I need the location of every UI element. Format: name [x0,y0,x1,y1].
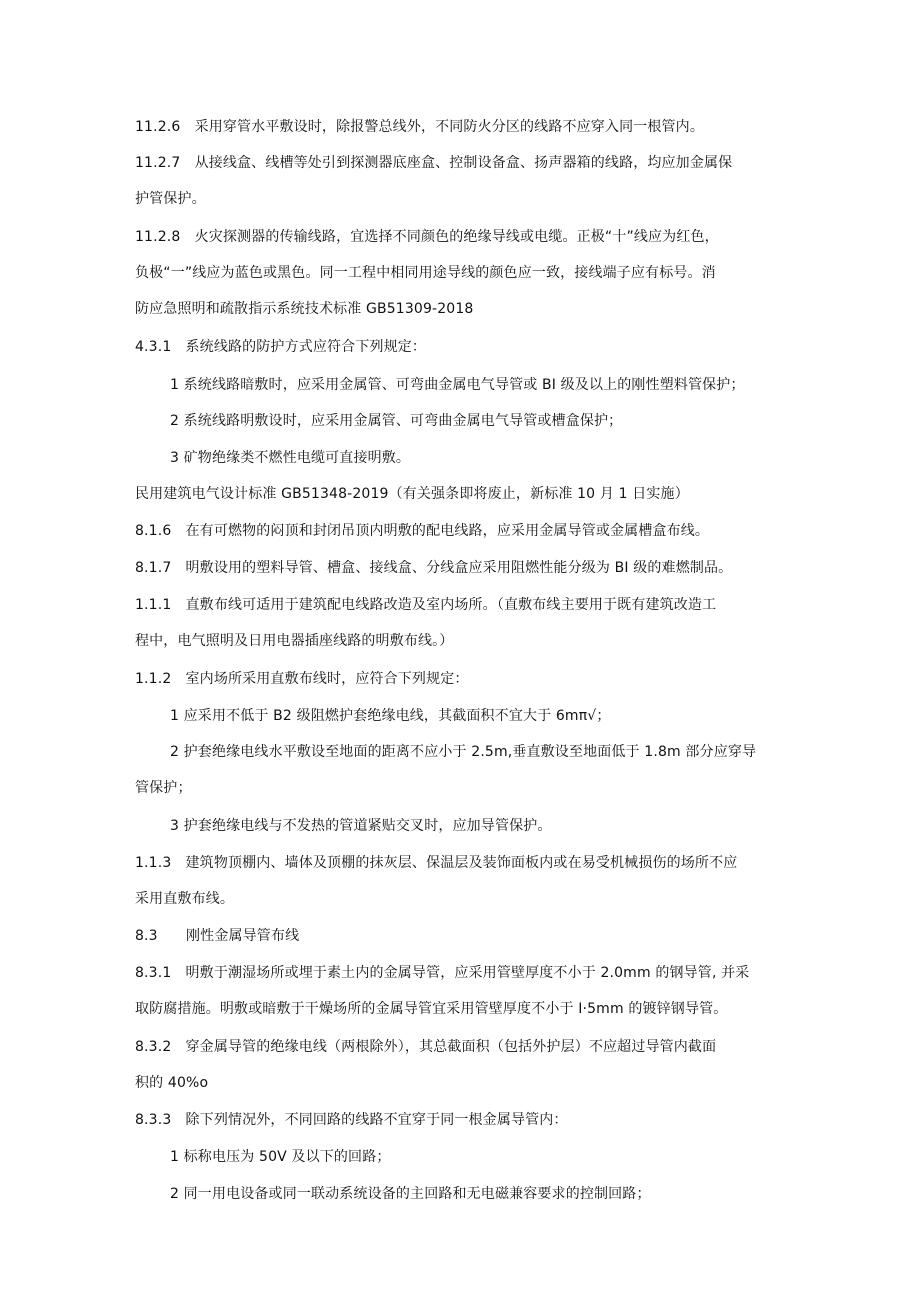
list-item: 1 标称电压为 50V 及以下的回路； [170,1149,391,1165]
clause-8-3-2: 8.3.2 穿金属导管的绝缘电线（两根除外），其总截面积（包括外护层）不应超过导管内截面 [135,1039,717,1055]
section-8-3-heading: 8.3 刚性金属导管布线 [135,928,300,944]
clause-1-1-2: 1.1.2 室内场所采用直敷布线时，应符合下列规定： [135,671,469,687]
clause-8-3-1-continued: 取防腐措施。明敷或暗敷于干燥场所的金属导管宜采用管壁厚度不小于 I·5mm 的镀锌钢导管。 [135,1001,728,1017]
standard-title-gb51309: 防应急照明和疏散指示系统技术标准 GB51309-2018 [135,301,474,317]
clause-4-3-1: 4.3.1 系统线路的防护方式应符合下列规定： [135,339,427,355]
clause-11-2-8-continued: 负极“一”线应为蓝色或黑色。同一工程中相同用途导线的颜色应一致，接线端子应有标号。消 [135,265,716,281]
standard-title-gb51348: 民用建筑电气设计标准 GB51348-2019（有关强条即将废止，新标准 10 月 1 日实施） [135,486,689,502]
clause-11-2-8: 11.2.8 火灾探测器的传输线路，宜选择不同颜色的绝缘导线或电缆。正极“十”线应为红色， [135,229,719,245]
clause-8-1-7: 8.1.7 明敷设用的塑料导管、槽盒、接线盒、分线盒应采用阻燃性能分级为 BI 级的难燃制品。 [135,560,733,576]
list-item: 1 系统线路暗敷时，应采用金属管、可弯曲金属电气导管或 BI 级及以上的刚性塑料管保护； [170,377,745,393]
clause-11-2-7-continued: 护管保护。 [135,191,206,207]
clause-1-1-3-continued: 采用直敷布线。 [135,891,235,907]
list-item: 3 护套绝缘电线与不发热的管道紧贴交叉时，应加导管保护。 [170,818,552,834]
clause-1-1-3: 1.1.3 建筑物顶棚内、墙体及顶棚的抹灰层、保温层及装饰面板内或在易受机械损伤的场所不应 [135,855,738,871]
clause-11-2-7: 11.2.7 从接线盒、线槽等处引到探测器底座盒、控制设备盒、扬声器箱的线路，均应加金属保 [135,155,733,171]
clause-8-3-2-continued: 积的 40%o [135,1075,209,1091]
clause-8-3-3: 8.3.3 除下列情况外，不同回路的线路不宜穿于同一根金属导管内： [135,1112,568,1128]
clause-8-3-1: 8.3.1 明敷于潮湿场所或埋于素土内的金属导管，应采用管壁厚度不小于 2.0mm 的钢导管, 并采 [135,965,750,981]
list-item: 3 矿物绝缘类不燃性电缆可直接明敷。 [170,450,411,466]
list-item: 2 同一用电设备或同一联动系统设备的主回路和无电磁兼容要求的控制回路； [170,1186,651,1202]
clause-1-1-1: 1.1.1 直敷布线可适用于建筑配电线路改造及室内场所。（直敷布线主要用于既有建筑改造工 [135,597,717,613]
list-item: 1 应采用不低于 B2 级阻燃护套绝缘电线，其截面积不宜大于 6mπ√； [170,708,611,724]
clause-8-1-6: 8.1.6 在有可燃物的闷顶和封闭吊顶内明敷的配电线路，应采用金属导管或金属槽盒布线。 [135,523,710,539]
list-item-continued: 管保护； [135,780,192,796]
clause-11-2-6: 11.2.6 采用穿管水平敷设时，除报警总线外，不同防火分区的线路不应穿入同一根管内。 [135,119,704,135]
list-item: 2 系统线路明敷设时，应采用金属管、可弯曲金属电气导管或槽盒保护； [170,413,623,429]
list-item: 2 护套绝缘电线水平敷设至地面的距离不应小于 2.5m,垂直敷设至地面低于 1.8m 部分应穿导 [170,744,757,760]
clause-1-1-1-continued: 程中，电气照明及日用电器插座线路的明敷布线。） [135,633,454,649]
